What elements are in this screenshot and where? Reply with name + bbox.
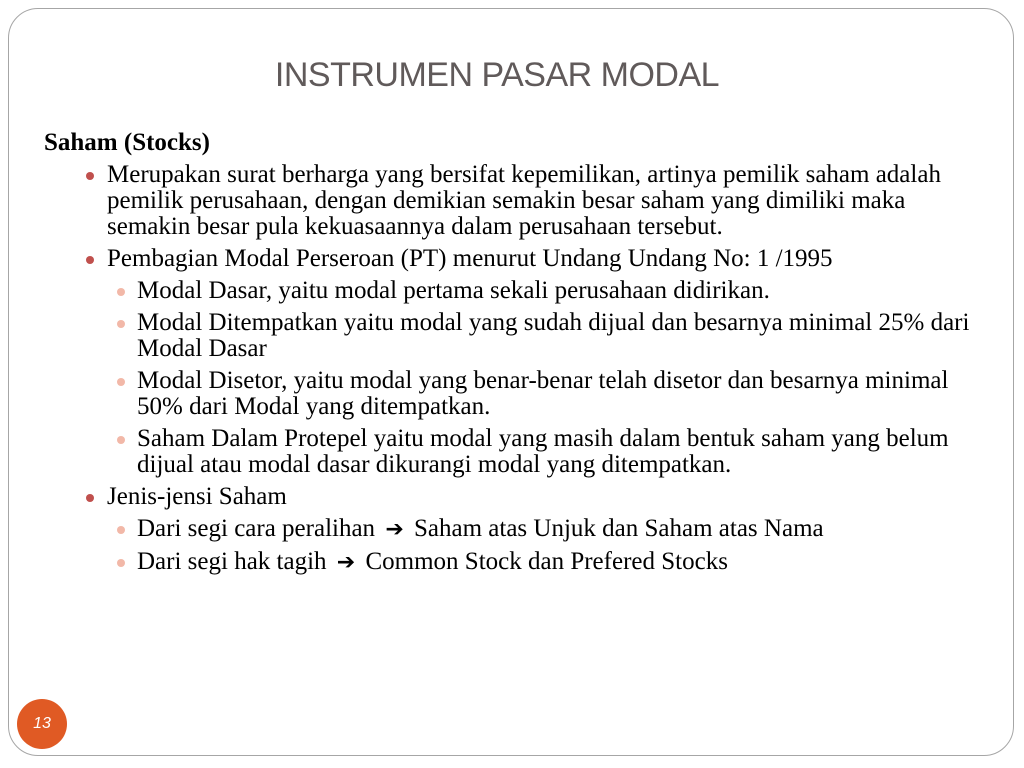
- sub-bullet-item: [44, 278, 984, 304]
- sub-bullet-text-after: Saham atas Unjuk dan Saham atas Nama: [414, 515, 824, 542]
- sub-bullet-text-before: Dari segi hak tagih: [137, 548, 327, 575]
- sub-bullet-dot-icon: [117, 436, 125, 444]
- sub-bullet-dot-icon: [117, 320, 125, 328]
- bullet-item: [44, 162, 984, 240]
- sub-bullet-dot-icon: [117, 378, 125, 386]
- bullet-dot-icon: [86, 256, 94, 264]
- page-number-badge: 13: [17, 699, 67, 749]
- bullet-text: Pembagian Modal Perseroan (PT) menurut Undang Undang No: 1 /1995: [107, 245, 833, 272]
- sub-bullet-text: Modal Disetor, yaitu modal yang benar-benar telah disetor dan besarnya minimal 50% dari Modal yang ditempatkan.: [137, 367, 949, 420]
- bullet-item: [44, 246, 984, 272]
- sub-bullet-text-after: Common Stock dan Prefered Stocks: [365, 548, 728, 575]
- sub-bullet-text-before: Dari segi cara peralihan: [137, 515, 376, 542]
- sub-bullet-item: [44, 368, 984, 420]
- section-heading: Saham (Stocks): [44, 129, 210, 156]
- sub-bullet-dot-icon: [117, 526, 125, 534]
- slide-content: [44, 128, 984, 582]
- bullet-dot-icon: [86, 494, 94, 502]
- sub-bullet-dot-icon: [117, 559, 125, 567]
- right-arrow-icon: ➔: [336, 550, 356, 575]
- sub-bullet-text: Modal Ditempatkan yaitu modal yang sudah dijual dan besarnya minimal 25% dari Modal Dasar: [137, 309, 970, 362]
- sub-bullet-item: [44, 549, 984, 576]
- bullet-item: [44, 484, 984, 510]
- slide-title: INSTRUMEN PASAR MODAL: [274, 56, 720, 94]
- sub-bullet-item: [44, 426, 984, 478]
- sub-bullet-item: [44, 310, 984, 362]
- bullet-text: Jenis-jensi Saham: [107, 483, 287, 510]
- sub-bullet-text: Saham Dalam Protepel yaitu modal yang masih dalam bentuk saham yang belum dijual atau modal dasar dikurangi modal yang ditempatkan.: [137, 425, 949, 478]
- bullet-dot-icon: [86, 172, 94, 180]
- bullet-text: Merupakan surat berharga yang bersifat kepemilikan, artinya pemilik saham adalah pemilik perusahaan, dengan demikian semakin besar saham yang dimiliki maka semakin besar pula kekuasaannya dalam perusahaan tersebut.: [107, 161, 941, 240]
- sub-bullet-item: [44, 516, 984, 543]
- right-arrow-icon: ➔: [385, 517, 404, 542]
- sub-bullet-text: Modal Dasar, yaitu modal pertama sekali perusahaan didirikan.: [137, 277, 770, 304]
- sub-bullet-dot-icon: [117, 288, 125, 296]
